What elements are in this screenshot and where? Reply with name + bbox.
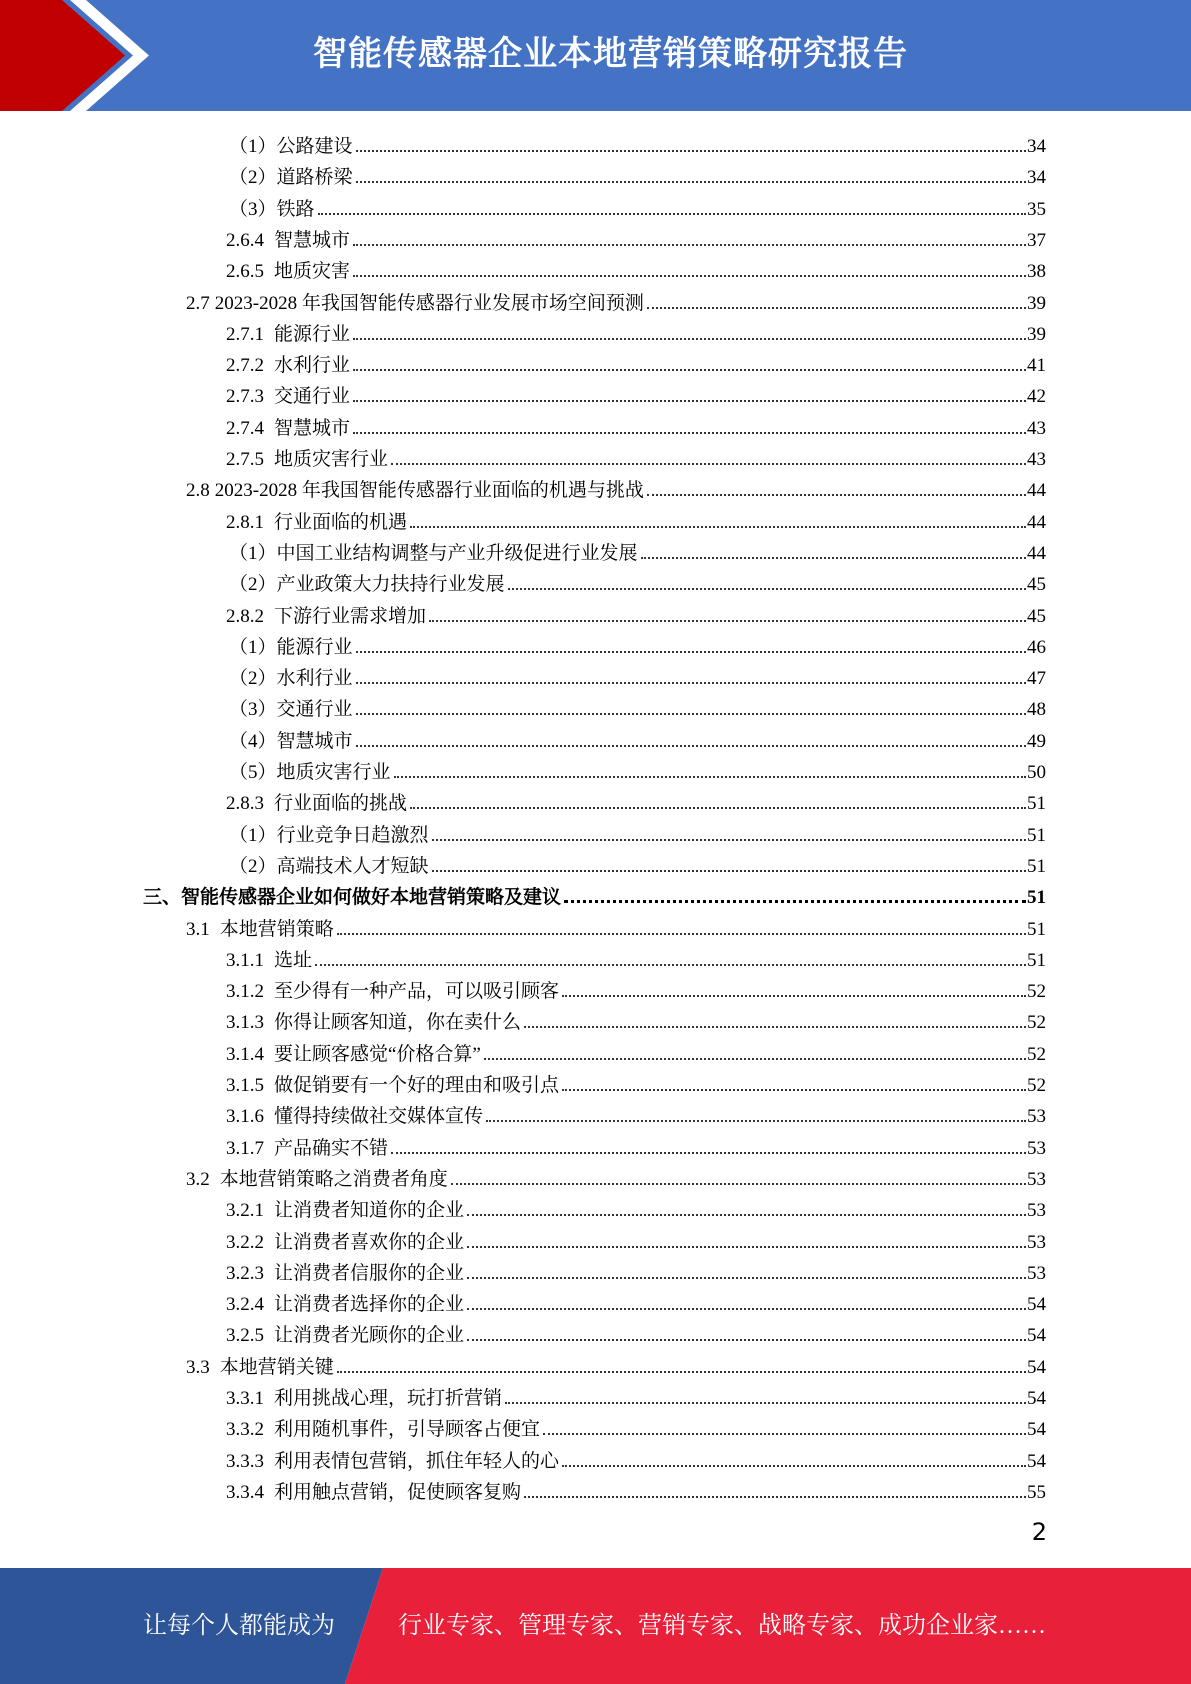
toc-entry-number: 3.1.6 xyxy=(226,1106,264,1128)
toc-entry-number: 3.1.4 xyxy=(226,1043,264,1065)
toc-entry-page: 45 xyxy=(1027,605,1046,627)
toc-entry[interactable] xyxy=(186,910,1046,941)
toc-dot-leader xyxy=(410,526,1026,528)
toc-entry-title: 让消费者选择你的企业 xyxy=(274,1294,465,1316)
toc-entry[interactable] xyxy=(229,565,1046,596)
toc-dot-leader xyxy=(391,1152,1026,1154)
toc-entry-title: 2023-2028 年我国智能传感器行业面临的机遇与挑战 xyxy=(214,480,644,502)
toc-entry-page: 42 xyxy=(1027,386,1046,408)
toc-entry-number: （2） xyxy=(229,855,277,877)
toc-entry[interactable] xyxy=(229,847,1046,878)
toc-entry-page: 53 xyxy=(1027,1106,1046,1128)
toc-entry-title: 行业竞争日趋激烈 xyxy=(276,824,429,846)
toc-entry-title: 中国工业结构调整与产业升级促进行业发展 xyxy=(276,542,638,564)
toc-entry-number: 3.2 xyxy=(186,1168,210,1190)
toc-entry[interactable] xyxy=(226,346,1046,377)
toc-entry-number: 3.1.2 xyxy=(226,981,264,1003)
toc-entry[interactable] xyxy=(229,753,1046,784)
toc-dot-leader xyxy=(353,244,1026,246)
toc-entry[interactable] xyxy=(226,972,1046,1003)
toc-dot-leader xyxy=(467,1339,1026,1341)
toc-dot-leader xyxy=(315,964,1026,966)
toc-entry-title: 行业面临的机遇 xyxy=(274,511,408,533)
toc-entry-title: 公路建设 xyxy=(276,136,353,157)
toc-entry-title: 智慧城市 xyxy=(274,417,351,439)
toc-entry-number: 2.7 xyxy=(186,292,210,314)
toc-dot-leader xyxy=(432,870,1026,872)
toc-entry-title: 让消费者光顾你的企业 xyxy=(274,1325,465,1347)
toc-dot-leader xyxy=(353,275,1026,277)
toc-entry[interactable] xyxy=(226,1129,1046,1160)
toc-entry-number: 3.1 xyxy=(186,918,210,940)
toc-entry-title: 利用触点营销，促使顾客复购 xyxy=(274,1481,522,1503)
toc-entry-number: （1） xyxy=(229,636,277,658)
toc-dot-leader xyxy=(410,807,1026,809)
toc-entry-page: 52 xyxy=(1027,1012,1046,1034)
toc-entry-number: 2.8.2 xyxy=(226,605,264,627)
toc-entry-page: 55 xyxy=(1027,1481,1046,1503)
toc-dot-leader xyxy=(524,1026,1026,1028)
toc-entry-page: 43 xyxy=(1027,417,1046,439)
toc-dot-leader xyxy=(337,1371,1026,1373)
toc-entry-title: 水利行业 xyxy=(274,355,351,377)
toc-dot-leader xyxy=(318,213,1026,215)
toc-entry-number: 3.1.1 xyxy=(226,949,264,971)
toc-entry-title: 2023-2028 年我国智能传感器行业发展市场空间预测 xyxy=(214,292,644,314)
toc-entry-page: 43 xyxy=(1027,449,1046,470)
toc-dot-leader xyxy=(467,1246,1026,1248)
toc-dot-leader xyxy=(356,181,1026,183)
toc-entry-title: 要让顾客感觉“价格合算” xyxy=(274,1043,481,1065)
toc-entry-title: 地质灾害 xyxy=(274,261,351,283)
toc-dot-leader xyxy=(562,995,1026,997)
toc-entry-title: 水利行业 xyxy=(276,668,353,690)
toc-entry-title: 产品确实不错 xyxy=(274,1137,389,1159)
toc-dot-leader xyxy=(356,713,1026,715)
toc-entry-number: 3.3.4 xyxy=(226,1481,264,1503)
toc-entry-number: （2） xyxy=(229,574,277,596)
toc-entry-page: 37 xyxy=(1027,229,1046,251)
toc-entry-page: 53 xyxy=(1027,1137,1046,1159)
toc-entry-title: 交通行业 xyxy=(274,386,351,408)
toc-entry-number: （1） xyxy=(229,824,277,846)
toc-entry-number: 3.3.2 xyxy=(226,1419,264,1441)
toc-entry-page: 34 xyxy=(1027,136,1046,157)
toc-entry-number: 三、 xyxy=(143,887,182,909)
toc-entry-page: 53 xyxy=(1027,1231,1046,1253)
toc-entry-title: 本地营销关键 xyxy=(219,1356,334,1378)
toc-entry-title: 交通行业 xyxy=(276,699,353,721)
toc-entry[interactable] xyxy=(226,1410,1046,1441)
toc-entry-number: 2.8 xyxy=(186,480,210,502)
toc-entry-page: 49 xyxy=(1027,730,1046,752)
toc-dot-leader xyxy=(432,839,1026,841)
toc-entry[interactable] xyxy=(226,315,1046,346)
toc-dot-leader xyxy=(467,1308,1026,1310)
toc-entry-title: 让消费者知道你的企业 xyxy=(274,1200,465,1222)
page-header xyxy=(0,0,1191,111)
toc-entry-number: 2.7.4 xyxy=(226,417,264,439)
toc-entry-title: 行业面临的挑战 xyxy=(274,793,408,815)
toc-entry-title: 下游行业需求增加 xyxy=(274,605,427,627)
toc-entry-number: 3.2.5 xyxy=(226,1325,264,1347)
toc-entry-title: 地质灾害行业 xyxy=(276,762,391,783)
toc-entry-page: 44 xyxy=(1027,511,1046,533)
toc-dot-leader xyxy=(564,900,1026,903)
toc-dot-leader xyxy=(641,557,1026,559)
toc-dot-leader xyxy=(353,338,1026,340)
toc-entry-page: 52 xyxy=(1027,1043,1046,1065)
toc-entry[interactable] xyxy=(226,597,1046,628)
page-number: 2 xyxy=(1031,1518,1047,1546)
toc-dot-leader xyxy=(356,651,1026,653)
toc-entry-number: 3.2.3 xyxy=(226,1262,264,1284)
toc-entry[interactable] xyxy=(229,722,1046,753)
toc-entry-number: 2.6.4 xyxy=(226,229,264,251)
toc-entry[interactable] xyxy=(226,1285,1046,1316)
toc-dot-leader xyxy=(505,1402,1026,1404)
toc-entry-number: （4） xyxy=(229,730,277,752)
toc-entry-number: 2.7.3 xyxy=(226,386,264,408)
toc-entry-title: 让消费者信服你的企业 xyxy=(274,1262,465,1284)
toc-dot-leader xyxy=(356,150,1026,152)
toc-entry[interactable] xyxy=(229,628,1046,659)
toc-entry-page: 54 xyxy=(1027,1450,1046,1472)
toc-entry-number: 3.2.1 xyxy=(226,1200,264,1222)
toc-entry-page: 39 xyxy=(1027,323,1046,345)
toc-entry[interactable] xyxy=(186,1160,1046,1191)
toc-entry[interactable] xyxy=(226,1035,1046,1066)
toc-entry-page: 54 xyxy=(1027,1294,1046,1316)
toc-entry-title: 能源行业 xyxy=(276,636,353,658)
toc-dot-leader xyxy=(486,1120,1026,1122)
toc-entry[interactable] xyxy=(229,659,1046,690)
toc-entry[interactable] xyxy=(186,471,1046,502)
toc-entry-page: 54 xyxy=(1027,1419,1046,1441)
toc-dot-leader xyxy=(647,307,1026,309)
toc-entry[interactable] xyxy=(229,690,1046,721)
toc-entry-title: 至少得有一种产品，可以吸引顾客 xyxy=(274,981,560,1003)
toc-entry-page: 46 xyxy=(1027,636,1046,658)
toc-dot-leader xyxy=(562,1089,1026,1091)
footer-slogan-right: 行业专家、管理专家、营销专家、战略专家、成功企业家…… xyxy=(398,1613,1046,1639)
toc-entry[interactable] xyxy=(226,1191,1046,1222)
toc-entry-page: 52 xyxy=(1027,1075,1046,1096)
toc-entry-page: 44 xyxy=(1027,542,1046,564)
toc-entry[interactable] xyxy=(229,127,1046,158)
toc-entry-number: 2.7.2 xyxy=(226,355,264,377)
toc-entry-page: 51 xyxy=(1027,887,1046,909)
toc-entry-page: 54 xyxy=(1027,1388,1046,1409)
toc-entry-page: 50 xyxy=(1027,762,1046,783)
toc-dot-leader xyxy=(467,1277,1026,1279)
toc-entry-number: 2.7.5 xyxy=(226,449,264,470)
toc-entry-page: 52 xyxy=(1027,981,1046,1003)
toc-entry-page: 51 xyxy=(1027,793,1046,815)
page-footer xyxy=(0,1568,1191,1684)
toc-entry-page: 51 xyxy=(1027,855,1046,877)
toc-entry[interactable] xyxy=(226,1223,1046,1254)
toc-dot-leader xyxy=(356,745,1026,747)
toc-dot-leader xyxy=(337,933,1026,935)
toc-entry-page: 51 xyxy=(1027,949,1046,971)
toc-dot-leader xyxy=(562,1465,1026,1467)
toc-entry-title: 选址 xyxy=(274,949,313,971)
toc-entry[interactable] xyxy=(186,1348,1046,1379)
toc-entry-number: 2.8.3 xyxy=(226,793,264,815)
toc-dot-leader xyxy=(508,588,1026,590)
toc-entry-page: 34 xyxy=(1027,167,1046,189)
toc-entry-number: 2.6.5 xyxy=(226,261,264,283)
document-title: 智能传感器企业本地营销策略研究报告 xyxy=(313,34,908,74)
toc-entry-title: 本地营销策略 xyxy=(219,918,334,940)
toc-entry[interactable] xyxy=(226,252,1046,283)
toc-entry[interactable] xyxy=(229,190,1046,221)
toc-entry-number: （5） xyxy=(229,762,277,783)
toc-entry-page: 51 xyxy=(1027,918,1046,940)
toc-entry-title: 道路桥梁 xyxy=(276,167,353,189)
toc-entry-title: 利用表情包营销，抓住年轻人的心 xyxy=(274,1450,560,1472)
toc-dot-leader xyxy=(394,776,1026,778)
toc-entry[interactable] xyxy=(229,158,1046,189)
toc-entry-title: 利用挑战心理，玩打折营销 xyxy=(274,1388,503,1409)
toc-entry-page: 51 xyxy=(1027,824,1046,846)
toc-entry-title: 地质灾害行业 xyxy=(274,449,389,470)
toc-dot-leader xyxy=(353,400,1026,402)
toc-entry-number: （3） xyxy=(229,198,277,220)
toc-entry-title: 智慧城市 xyxy=(276,730,353,752)
toc-entry-page: 53 xyxy=(1027,1168,1046,1190)
toc-entry-number: 3.3.3 xyxy=(226,1450,264,1472)
toc-entry[interactable] xyxy=(226,1316,1046,1347)
toc-entry-title: 能源行业 xyxy=(274,323,351,345)
toc-entry-number: 3.2.2 xyxy=(226,1231,264,1253)
toc-dot-leader xyxy=(467,1214,1026,1216)
toc-entry[interactable] xyxy=(226,221,1046,252)
toc-entry-number: 3.2.4 xyxy=(226,1294,264,1316)
toc-entry-page: 53 xyxy=(1027,1262,1046,1284)
toc-entry[interactable] xyxy=(229,534,1046,565)
toc-entry[interactable] xyxy=(226,440,1046,471)
toc-entry-page: 48 xyxy=(1027,699,1046,721)
toc-dot-leader xyxy=(543,1433,1026,1435)
toc-entry-title: 做促销要有一个好的理由和吸引点 xyxy=(274,1075,560,1096)
toc-entry[interactable] xyxy=(226,1473,1046,1504)
toc-dot-leader xyxy=(429,620,1026,622)
toc-entry-title: 智能传感器企业如何做好本地营销策略及建议 xyxy=(181,887,562,909)
toc-entry-page: 38 xyxy=(1027,261,1046,283)
toc-entry-title: 利用随机事件，引导顾客占便宜 xyxy=(274,1419,541,1441)
toc-entry[interactable] xyxy=(226,784,1046,815)
toc-entry[interactable] xyxy=(226,503,1046,534)
toc-entry-page: 44 xyxy=(1027,480,1046,502)
toc-entry[interactable] xyxy=(226,1066,1046,1097)
toc-entry-number: （3） xyxy=(229,699,277,721)
toc-entry[interactable] xyxy=(186,284,1046,315)
toc-entry-number: 3.1.7 xyxy=(226,1137,264,1159)
toc-entry-title: 懂得持续做社交媒体宣传 xyxy=(274,1106,484,1128)
toc-entry-number: 2.8.1 xyxy=(226,511,264,533)
toc-entry-page: 54 xyxy=(1027,1356,1046,1378)
toc-dot-leader xyxy=(647,494,1026,496)
toc-entry[interactable] xyxy=(226,409,1046,440)
toc-entry-title: 你得让顾客知道，你在卖什么 xyxy=(274,1012,522,1034)
toc-entry[interactable] xyxy=(143,878,1046,909)
toc-entry[interactable] xyxy=(229,816,1046,847)
toc-entry[interactable] xyxy=(226,1254,1046,1285)
toc-entry-title: 智慧城市 xyxy=(274,229,351,251)
toc-entry-number: （1） xyxy=(229,136,277,157)
footer-slogan-left: 让每个人都能成为 xyxy=(143,1613,335,1639)
toc-entry-page: 41 xyxy=(1027,355,1046,377)
toc-entry-title: 让消费者喜欢你的企业 xyxy=(274,1231,465,1253)
toc-entry-number: （2） xyxy=(229,668,277,690)
toc-dot-leader xyxy=(356,682,1026,684)
toc-entry-page: 45 xyxy=(1027,574,1046,596)
toc-entry-number: 3.3 xyxy=(186,1356,210,1378)
toc-dot-leader xyxy=(391,463,1026,465)
toc-entry-page: 47 xyxy=(1027,668,1046,690)
toc-entry[interactable] xyxy=(226,1097,1046,1128)
toc-entry-page: 53 xyxy=(1027,1200,1046,1222)
toc-dot-leader xyxy=(524,1496,1026,1498)
toc-dot-leader xyxy=(451,1183,1026,1185)
toc-entry[interactable] xyxy=(226,941,1046,972)
toc-entry-number: （1） xyxy=(229,542,277,564)
toc-entry-title: 铁路 xyxy=(276,198,315,220)
toc-entry[interactable] xyxy=(226,377,1046,408)
toc-entry-title: 高端技术人才短缺 xyxy=(276,855,429,877)
toc-entry-number: 2.7.1 xyxy=(226,323,264,345)
toc-entry-number: 3.3.1 xyxy=(226,1388,264,1409)
toc-entry[interactable] xyxy=(226,1379,1046,1410)
toc-entry-number: 3.1.3 xyxy=(226,1012,264,1034)
toc-entry-page: 54 xyxy=(1027,1325,1046,1347)
toc-dot-leader xyxy=(484,1058,1026,1060)
toc-dot-leader xyxy=(353,432,1026,434)
toc-entry-title: 产业政策大力扶持行业发展 xyxy=(276,574,505,596)
toc-entry-title: 本地营销策略之消费者角度 xyxy=(219,1168,448,1190)
toc-entry[interactable] xyxy=(226,1003,1046,1034)
toc-entry-number: （2） xyxy=(229,167,277,189)
toc-entry-page: 39 xyxy=(1027,292,1046,314)
toc-dot-leader xyxy=(353,369,1026,371)
toc-entry[interactable] xyxy=(226,1442,1046,1473)
toc-entry-page: 35 xyxy=(1027,198,1046,220)
toc-entry-number: 3.1.5 xyxy=(226,1075,264,1096)
